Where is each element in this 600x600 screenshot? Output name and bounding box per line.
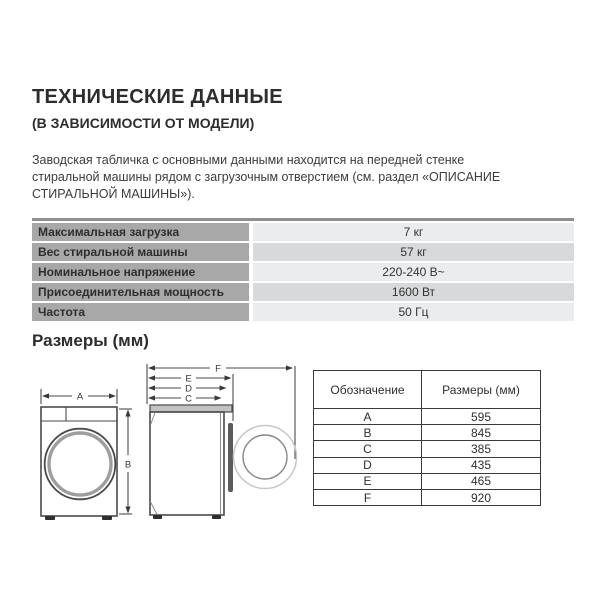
front-view	[41, 389, 132, 520]
spec-row	[32, 243, 574, 261]
dimensions-table-header	[314, 371, 540, 408]
dim-key: D	[314, 458, 422, 473]
dim-value: 595	[470, 409, 492, 424]
table-row	[314, 440, 540, 456]
dim-value: 920	[470, 490, 492, 505]
spec-value: 220-240 В~	[253, 263, 574, 281]
dim-label-a: A	[76, 391, 84, 403]
spec-table	[32, 218, 574, 323]
side-foot	[212, 515, 221, 519]
dim-col-header-designation: Обозначение	[314, 371, 422, 408]
spec-row	[32, 263, 574, 281]
dim-label-f: F	[215, 363, 221, 375]
dim-label-d: D	[185, 383, 192, 395]
dimensions-table	[313, 370, 541, 506]
spec-label: Номинальное напряжение	[32, 263, 249, 281]
side-open-door-inner	[243, 435, 287, 479]
dim-key: B	[314, 425, 422, 440]
side-open-door-edge	[228, 423, 233, 492]
dim-key: E	[314, 474, 422, 489]
table-row	[314, 489, 540, 505]
intro-line: стиральной машины рядом с загрузочным отверстием (см. раздел «ОПИСАНИЕ	[32, 170, 501, 184]
front-door-rim	[49, 433, 111, 495]
table-row	[314, 473, 540, 489]
dim-key: F	[314, 490, 422, 505]
side-top-panel	[150, 405, 232, 412]
table-row	[314, 457, 540, 473]
spec-table-top-border	[32, 218, 574, 221]
front-foot	[102, 516, 112, 520]
spec-value: 50 Гц	[253, 303, 574, 321]
table-row	[314, 424, 540, 440]
dim-value: 845	[470, 425, 492, 440]
dim-value: 465	[470, 474, 492, 489]
spec-label: Максимальная загрузка	[32, 223, 249, 241]
front-foot	[45, 516, 55, 520]
dim-label-b: B	[124, 459, 132, 471]
washing-machine-dimension-diagram	[30, 360, 310, 532]
page-subtitle: (В ЗАВИСИМОСТИ ОТ МОДЕЛИ)	[32, 115, 255, 131]
spec-row	[32, 303, 574, 321]
table-row	[314, 408, 540, 424]
spec-value: 57 кг	[253, 243, 574, 261]
spec-row	[32, 223, 574, 241]
dim-label-e: E	[185, 373, 192, 385]
dim-value: 385	[470, 441, 492, 456]
dim-key: A	[314, 409, 422, 424]
intro-line: СТИРАЛЬНОЙ МАШИНЫ»).	[32, 187, 195, 201]
spec-label: Присоединительная мощность	[32, 283, 249, 301]
side-foot	[153, 515, 162, 519]
spec-value: 1600 Вт	[253, 283, 574, 301]
dim-key: C	[314, 441, 422, 456]
dim-label-c: C	[185, 393, 192, 405]
side-view	[147, 364, 297, 519]
dim-value: 435	[470, 458, 492, 473]
intro-line: Заводская табличка с основными данными находится на передней стенке	[32, 153, 465, 167]
spec-value: 7 кг	[253, 223, 574, 241]
intro-paragraph	[32, 152, 500, 203]
dimensions-heading: Размеры (мм)	[32, 331, 149, 350]
dim-col-header-size: Размеры (мм)	[442, 382, 520, 397]
front-door-outer-ring	[45, 429, 116, 500]
page-title: ТЕХНИЧЕСКИЕ ДАННЫЕ	[32, 86, 283, 108]
spec-row	[32, 283, 574, 301]
spec-label: Частота	[32, 303, 249, 321]
spec-label: Вес стиральной машины	[32, 243, 249, 261]
